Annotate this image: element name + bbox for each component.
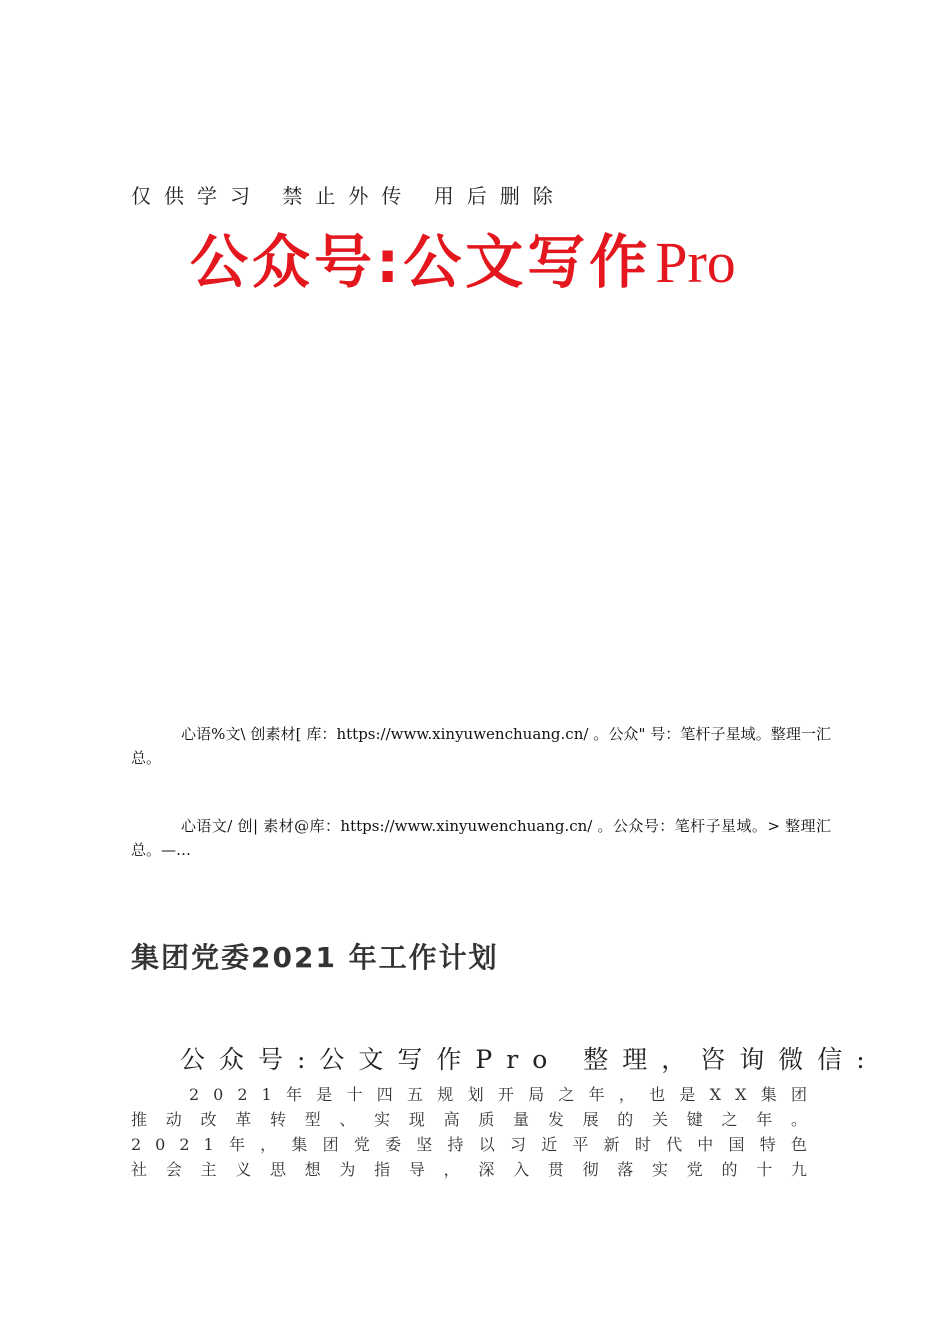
body-text [131, 1082, 821, 1182]
document-title: 集团党委2021 年工作计划 [131, 941, 499, 974]
source-paragraph-2: 心语文/ 创| 素材@库：https://www.xinyuwenchuang.cn/ 。公众号：笔杆子星域。> 整理汇总。—… [131, 817, 831, 859]
brand-latin-text: Pro [655, 230, 736, 295]
body-line: 社会主义思想为指导，深入贯彻落实党的十九 [131, 1160, 821, 1179]
body-line: 推动改革转型、实现高质量发展的关键之年。 [131, 1110, 821, 1129]
brand-banner [190, 226, 736, 299]
brand-cjk-text: 公众号:公文写作 [190, 228, 652, 296]
body-line: 2021年是十四五规划开局之年，也是XX集团 [189, 1085, 821, 1104]
usage-notice: 仅供学习 禁止外传 用后删除 [131, 184, 566, 208]
body-line: 2021年，集团党委坚持以习近平新时代中国特色 [131, 1135, 821, 1154]
document-subtitle: 公众号:公文写作Pro 整理，咨询微信: [180, 1045, 879, 1074]
source-paragraph-1: 心语%文\ 创素材[ 库：https://www.xinyuwenchuang.cn/ 。公众" 号：笔杆子星域。整理一汇总。 [131, 725, 831, 767]
